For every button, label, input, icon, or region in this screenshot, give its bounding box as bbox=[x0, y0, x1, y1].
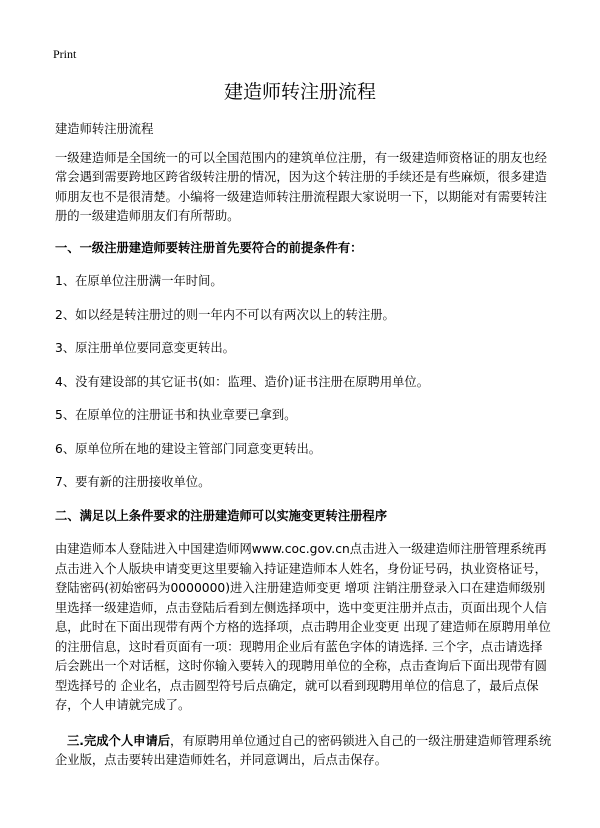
intro-paragraph: 一级建造师是全国统一的可以全国范围内的建筑单位注册，有一级建造师资格证的朋友也经常会遇到需要跨地区跨省级转注册的情况，因为这个转注册的手续还是有些麻烦，很多建造师朋友也不是很清楚。小编将一级建造师转注册流程跟大家说明一下，以期能对有需要转注册的一级建造师朋友们有所帮助。 bbox=[55, 150, 547, 223]
list-item: 5、在原单位的注册证书和执业章要已拿到。 bbox=[55, 408, 297, 422]
list-item: 3、原注册单位要同意变更转出。 bbox=[55, 341, 235, 355]
section-3-body: ，有原聘用单位通过自己的密码锁进入自己的一级注册建造师管理系统企业版，点击要转出建造师姓名，并同意调出，后点击保存。 bbox=[55, 733, 552, 767]
list-item: 6、原单位所在地的建设主管部门同意变更转出。 bbox=[55, 441, 322, 456]
section-2-heading: 二、满足以上条件要求的注册建造师可以实施变更转注册程序 bbox=[55, 508, 388, 523]
print-link[interactable]: Print bbox=[53, 47, 77, 61]
list-item: 1、在原单位注册满一年时间。 bbox=[55, 274, 223, 288]
section-3-heading: 三.完成个人申请后 bbox=[67, 733, 171, 748]
section-3-paragraph bbox=[55, 732, 552, 771]
list-item: 2、如以经是转注册过的则一年内不可以有两次以上的转注册。 bbox=[55, 307, 395, 322]
conditions-list bbox=[55, 272, 552, 493]
section-2-body: 由建造师本人登陆进入中国建造师网www.coc.gov.cn点击进入一级建造师注册管理系统再点击进入个人版块申请变更这里要输入持证建造师本人姓名，身份证号码，执业资格证号，登陆密码(初始密码为0000000)进入注册建造师变更 增项 注销注册登录入口在建造师级别里选择一级建造师，点击登陆后看到左侧选择项中，选中变更注册并点击，页面出现个人信息，此时在下面出现带有两个方格的选择项，点击聘用企业变更 出现了建造师在原聘用单位的注册信息，这时看页面有一项：现聘用企业后有蓝色字体的请选择. 三个字，点击请选择后会跳出一个对话框，这时你输入要转入的现聘用单位的全称，点击查询后下面出现带有圆型选择号的 企业名，点击圆型符号后点确定，就可以看到现聘用单位的信息了，最后点保存，个人申请就完成了。 bbox=[55, 542, 551, 712]
document-title: 建造师转注册流程 bbox=[223, 81, 376, 103]
list-item: 7、要有新的注册接收单位。 bbox=[55, 475, 211, 489]
document-subtitle: 建造师转注册流程 bbox=[55, 122, 154, 136]
section-1-heading: 一、一级注册建造师要转注册首先要符合的前提条件有： bbox=[55, 240, 363, 255]
document-body bbox=[55, 120, 552, 771]
list-item: 4、没有建设部的其它证书(如：监理、造价)证书注册在原聘用单位。 bbox=[55, 374, 430, 389]
